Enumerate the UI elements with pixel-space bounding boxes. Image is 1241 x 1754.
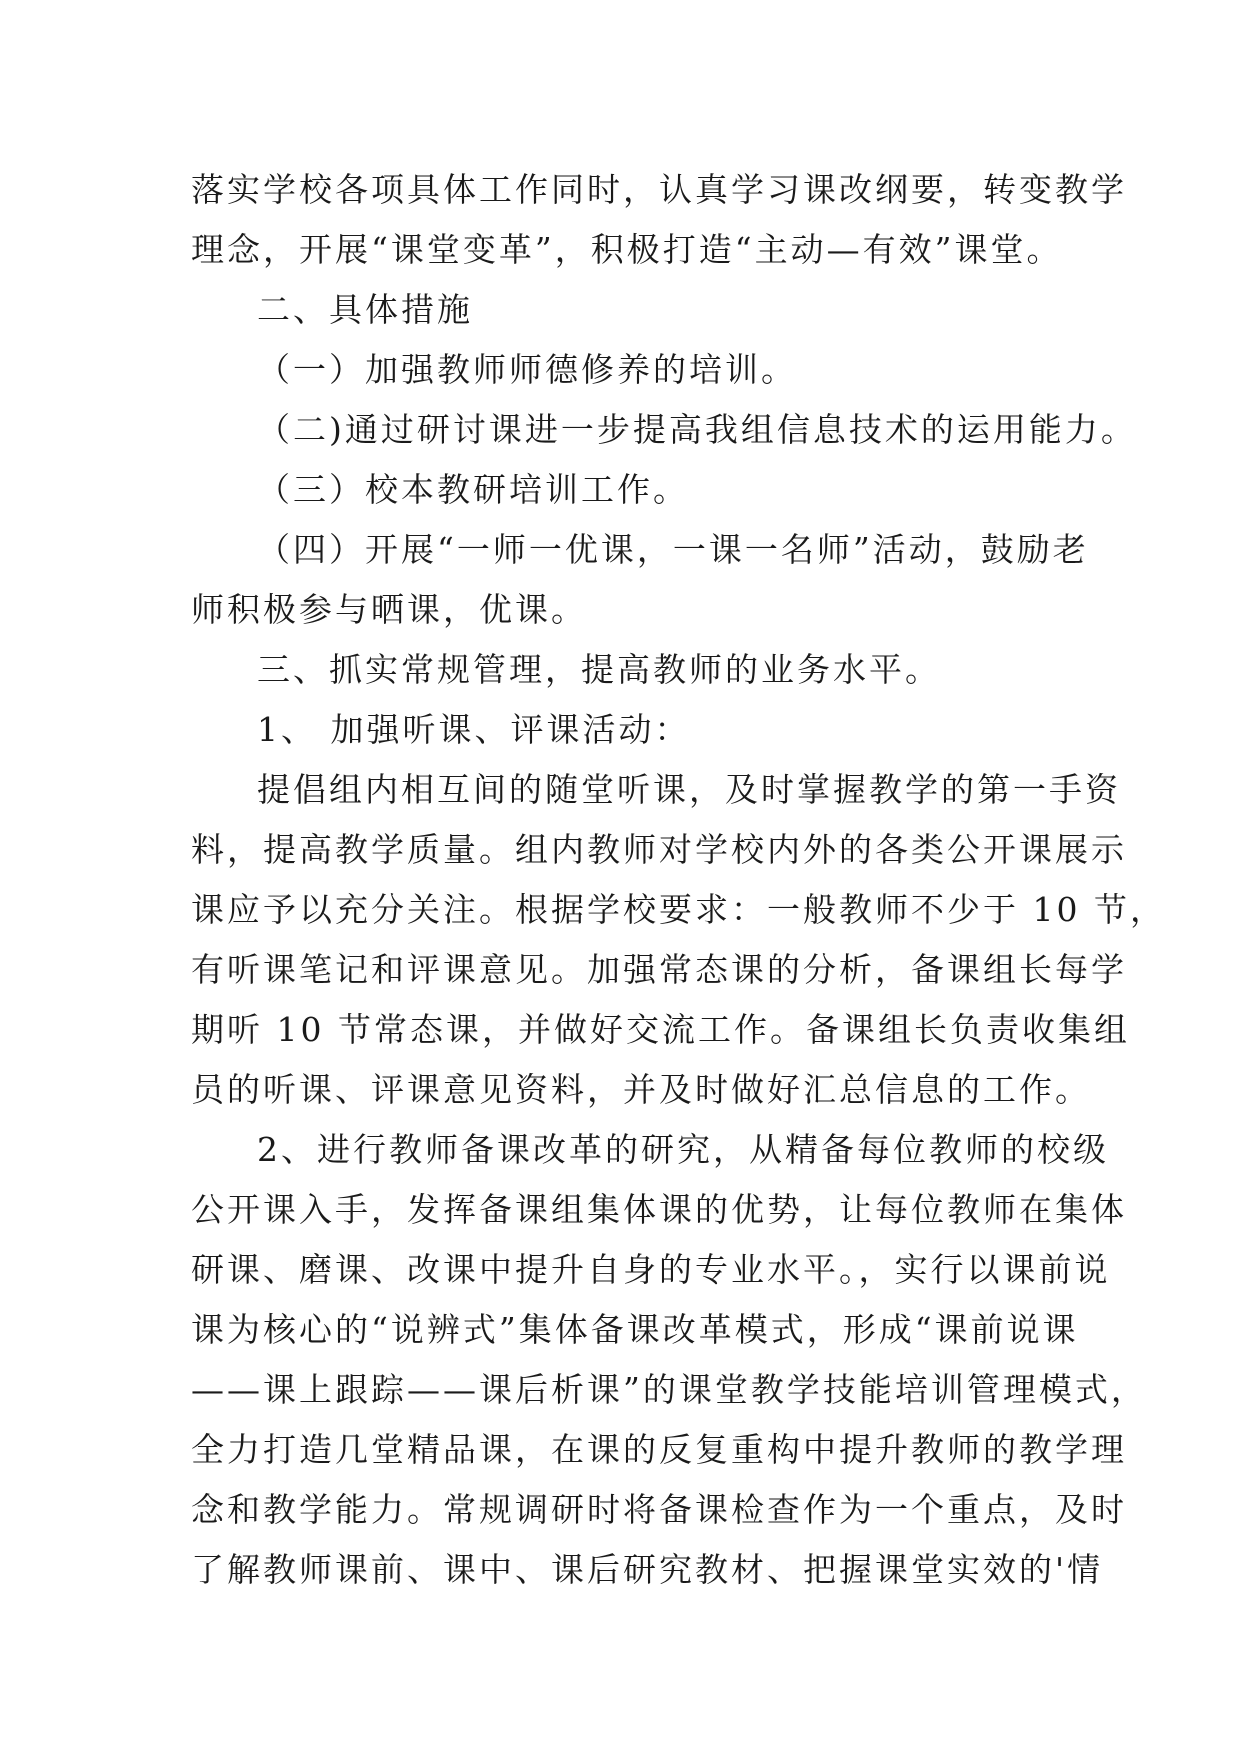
paragraph-line: ——课上跟踪——课后析课”的课堂教学技能培训管理模式，	[191, 1370, 1147, 1409]
paragraph-line: 研课、磨课、改课中提升自身的专业水平。，实行以课前说	[191, 1250, 1111, 1289]
paragraph-line: 提倡组内相互间的随堂听课，及时掌握教学的第一手资	[257, 770, 1121, 809]
list-item: （三）校本教研培训工作。	[257, 470, 689, 509]
paragraph-line: 员的听课、评课意见资料，并及时做好汇总信息的工作。	[191, 1070, 1091, 1109]
paragraph-line: 念和教学能力。常规调研时将备课检查作为一个重点，及时	[191, 1490, 1127, 1529]
list-item: （二)通过研讨课进一步提高我组信息技术的运用能力。	[257, 410, 1137, 449]
section-heading: 三、抓实常规管理，提高教师的业务水平。	[257, 650, 941, 689]
paragraph-line: 落实学校各项具体工作同时，认真学习课改纲要，转变教学	[191, 170, 1127, 209]
paragraph-line: 2、进行教师备课改革的研究，从精备每位教师的校级	[257, 1130, 1109, 1169]
document-body	[191, 160, 1166, 1600]
list-item: （一）加强教师师德修养的培训。	[257, 350, 797, 389]
section-heading: 二、具体措施	[257, 290, 473, 329]
paragraph-line: 期听 10 节常态课，并做好交流工作。备课组长负责收集组	[191, 1010, 1130, 1049]
paragraph-line: 课为核心的“说辨式”集体备课改革模式，形成“课前说课	[191, 1310, 1079, 1349]
paragraph-line: 公开课入手，发挥备课组集体课的优势，让每位教师在集体	[191, 1190, 1127, 1229]
paragraph-line: 有听课笔记和评课意见。加强常态课的分析，备课组长每学	[191, 950, 1127, 989]
paragraph-line: 理念，开展“课堂变革”，积极打造“主动—有效”课堂。	[191, 230, 1063, 269]
paragraph-line: 了解教师课前、课中、课后研究教材、把握课堂实效的'情	[191, 1550, 1104, 1589]
paragraph-line: 师积极参与晒课，优课。	[191, 590, 587, 629]
list-item: （四）开展“一师一优课，一课一名师”活动，鼓励老	[257, 530, 1089, 569]
paragraph-line: 料，提高教学质量。组内教师对学校内外的各类公开课展示	[191, 830, 1127, 869]
paragraph-line: 课应予以充分关注。根据学校要求：一般教师不少于 10 节，	[191, 890, 1166, 929]
subsection-heading: 1、 加强听课、评课活动：	[257, 710, 691, 749]
paragraph-line: 全力打造几堂精品课，在课的反复重构中提升教师的教学理	[191, 1430, 1127, 1469]
